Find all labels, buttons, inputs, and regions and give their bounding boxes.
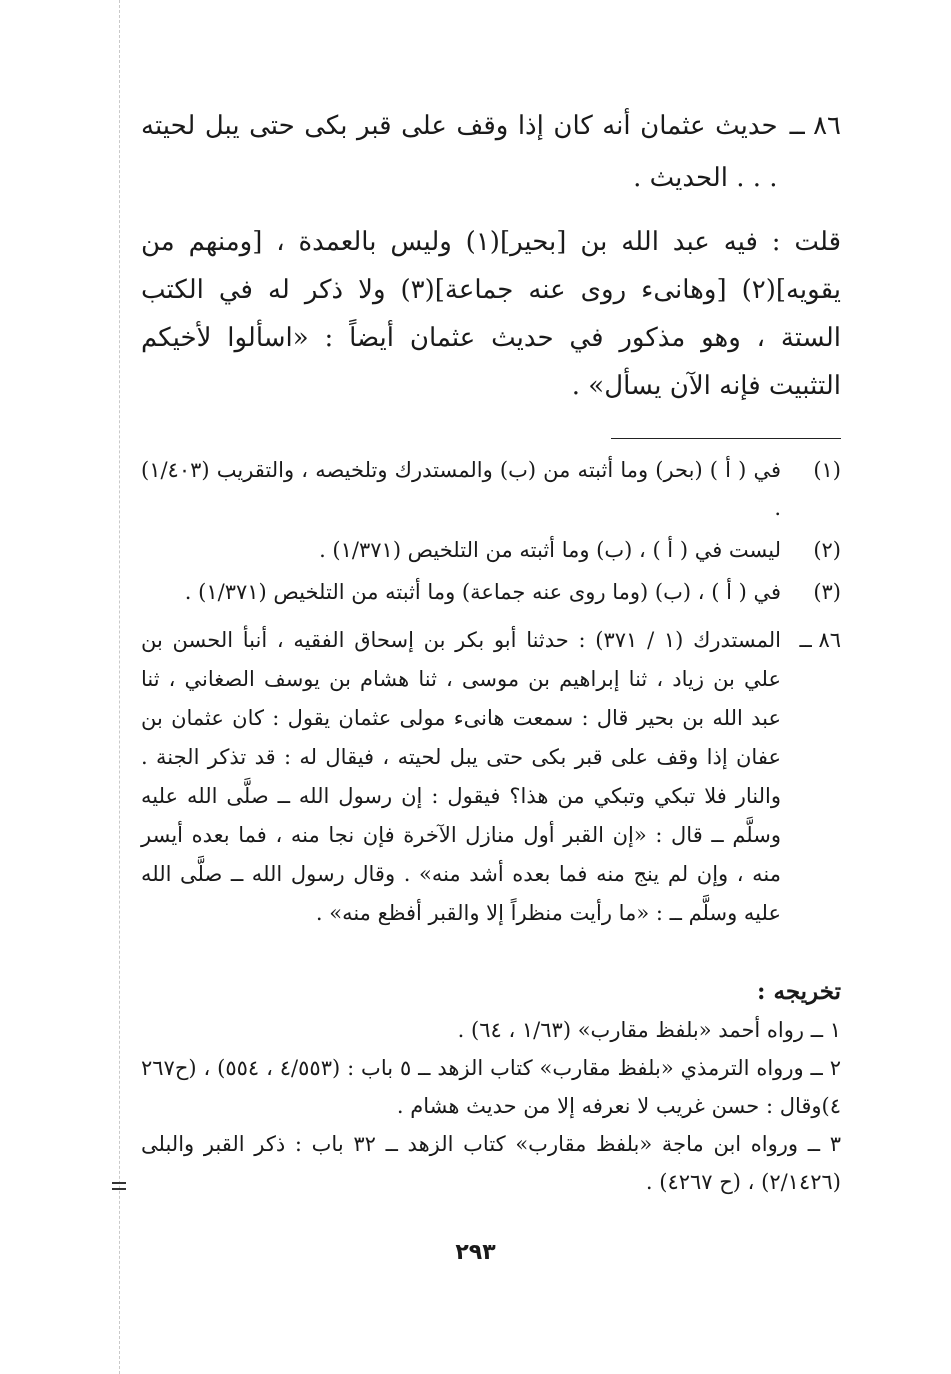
footnote-text: ليست في ( أ ) ، (ب) وما أثبته من التلخيص (١/٣٧١) . — [319, 538, 781, 562]
footnote-3 — [141, 573, 841, 611]
book-page — [141, 100, 841, 1201]
takhrij-item: ٢ ــ ورواه الترمذي «بلفظ مقارب» كتاب الزهد ــ ٥ باب : (٤/٥٥٣ ، ٥٥٤) ، (ح٢٦٧ ٤)وقال : حسن غريب لا نعرفه إلا من حديث هشام . — [141, 1056, 841, 1118]
footnote-number: (١) — [813, 458, 841, 482]
hadith-text: حديث عثمان أنه كان إذا وقف على قبر بكى حتى يبل لحيته . . . الحديث . — [141, 111, 778, 193]
takhrij-item: ١ ــ رواه أحمد «بلفظ مقارب» (١/٦٣ ، ٦٤) . — [457, 1018, 841, 1042]
hadith-entry — [141, 100, 841, 204]
source-narration — [141, 621, 841, 933]
footnote-text: في ( أ ) (بحر) وما أثبته من (ب) والمستدرك وتلخيصه ، والتقريب (١/٤٠٣) . — [141, 458, 781, 520]
page-binding-line — [119, 0, 120, 1374]
footnote-number: (٢) — [813, 538, 841, 562]
takhrij-list — [141, 1011, 841, 1201]
footnote-separator — [611, 438, 841, 439]
author-comment: قلت : فيه عبد الله بن [بحير](١) وليس بالعمدة ، [ومنهم من يقويه](٢) [وهانىء روى عنه جماعة](٣) ولا ذكر له في الكتب الستة ، وهو مذكور في حديث عثمان أيضاً : «اسألوا لأخيكم التثبيت فإنه الآن يسأل» . — [141, 227, 842, 401]
source-number: ٨٦ ــ — [799, 628, 841, 652]
footnote-number: (٣) — [813, 580, 841, 604]
source-text: المستدرك (١ / ٣٧١) : حدثنا أبو بكر بن إسحاق الفقيه ، أنبأ الحسن بن علي بن زياد ، ثنا إبراهيم بن موسى ، ثنا هشام بن يوسف الصغاني ، ثنا عبد الله بن بحير قال : سمعت هانىء مولى عثمان يقول : كان عثمان بن عفان إذا وقف على قبر بكى حتى يبل لحيته ، فيقال له : قد تذكر الجنة . والنار فلا تبكي وتبكي من هذا؟ فيقول : إن رسول الله ــ صلَّى الله عليه وسلَّم ــ قال : «إن القبر أول منازل الآخرة فإن نجا منه ، فما بعده أيسر منه ، وإن لم ينج منه فما بعده أشد منه» . وقال رسول الله ــ صلَّى الله عليه وسلَّم ــ : «ما رأيت منظراً إلا والقبر أفظع منه» . — [141, 628, 781, 925]
takhrij-item: ٣ ــ ورواه ابن ماجة «بلفظ مقارب» كتاب الزهد ــ ٣٢ باب : ذكر القبر والبلى (٢/١٤٢٦) ، (ح ٤٢٦٧) . — [141, 1132, 841, 1194]
footnote-text: في ( أ ) ، (ب) (وما روى عنه جماعة) وما أثبته من التلخيص (١/٣٧١) . — [184, 580, 781, 604]
page-number: ٢٩٣ — [455, 1240, 496, 1265]
footnote-2 — [141, 531, 841, 569]
footnotes — [141, 451, 841, 611]
takhrij-heading: تخريجه : — [756, 978, 841, 1005]
footnote-1 — [141, 451, 841, 527]
margin-mark — [112, 1182, 126, 1190]
hadith-number: ٨٦ ــ — [789, 111, 841, 141]
